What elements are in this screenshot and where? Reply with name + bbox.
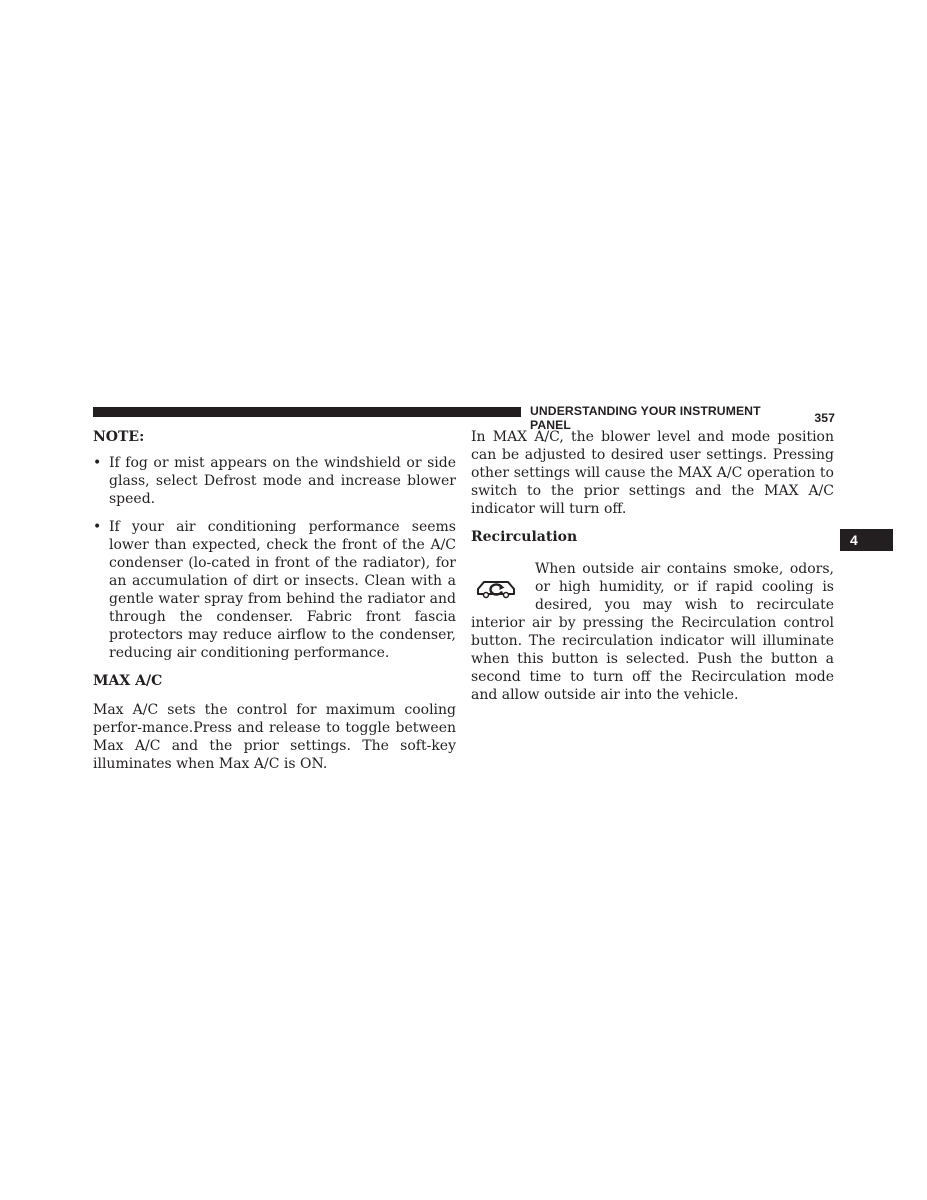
- bullet-icon: •: [93, 455, 102, 471]
- right-column: [471, 428, 834, 704]
- list-item: [93, 454, 456, 508]
- section-title: UNDERSTANDING YOUR INSTRUMENT PANEL: [530, 404, 761, 432]
- bullet-text: If fog or mist appears on the windshield or side glass, select Defrost mode and increase blower speed.: [109, 455, 456, 507]
- header-rule: [93, 407, 521, 417]
- recirculation-block: [471, 560, 834, 704]
- left-column: [93, 428, 456, 773]
- max-ac-heading: MAX A/C: [93, 673, 163, 689]
- chapter-tab: 4: [840, 529, 893, 551]
- max-ac-paragraph: Max A/C sets the control for maximum cooling perfor-mance.Press and release to toggle between Max A/C and the prior settings. The soft-key illuminates when Max A/C is ON.: [93, 702, 456, 772]
- max-ac-continued-paragraph: In MAX A/C, the blower level and mode position can be adjusted to desired user settings. Pressing other settings will cause the MAX A/C operation to switch to the prior settings and the MAX A/C indicator will turn off.: [471, 429, 834, 517]
- bullet-icon: •: [93, 519, 102, 535]
- note-bullet-list: [93, 454, 456, 662]
- list-item: [93, 518, 456, 662]
- page-number: 357: [814, 411, 835, 425]
- note-heading: NOTE:: [93, 429, 145, 445]
- recirculation-heading: Recirculation: [471, 529, 578, 545]
- recirculation-paragraph: When outside air contains smoke, odors, or high humidity, or if rapid cooling is desired, you may wish to recirculate interior air by pressing the Recirculation control button. The recirculation indicator will illuminate when this button is selected. Push the button a second time to turn off the Recirculation mode and allow outside air into the vehicle.: [471, 561, 834, 703]
- recirculation-icon: [471, 562, 523, 614]
- bullet-text: If your air conditioning performance seems lower than expected, check the front of the A/C condenser (lo-cated in front of the radiator), for an accumulation of dirt or insects. Clean with a gentle water spray from behind the radiator and through the condenser. Fabric front fascia protectors may reduce airflow to the condenser, reducing air conditioning performance.: [109, 519, 456, 661]
